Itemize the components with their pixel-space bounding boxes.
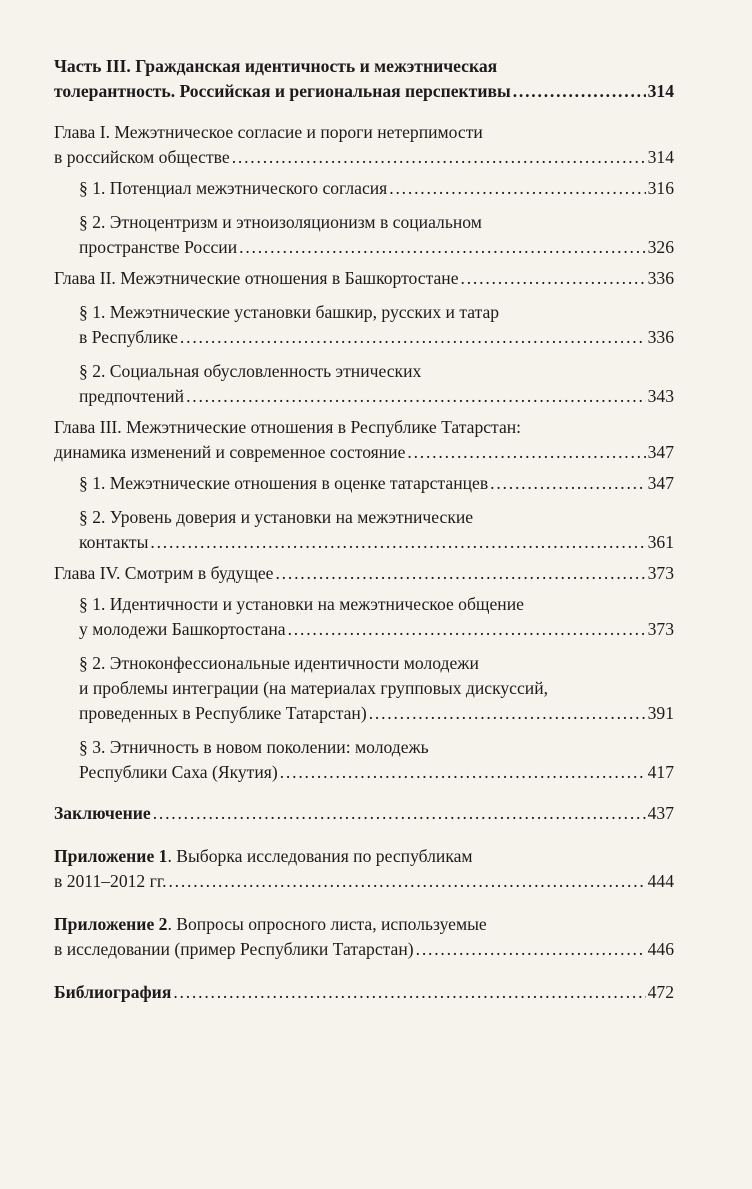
dot-leader <box>461 266 646 291</box>
entry-title-cont: проведенных в Республике Татарстан) <box>79 703 367 723</box>
entry-title-cont: в исследовании (пример Республики Татарстан) <box>54 939 414 959</box>
toc-entry-ch3-sec2[interactable] <box>54 505 674 555</box>
entry-title-cont: предпочтений <box>79 386 185 406</box>
page-number: 417 <box>647 762 674 782</box>
page-number: 373 <box>647 563 674 583</box>
page-number: 336 <box>647 268 674 288</box>
dot-leader <box>275 561 645 586</box>
page-number: 347 <box>647 473 674 493</box>
page-number: 314 <box>647 81 674 101</box>
entry-title-cont: толерантность. Российская и региональная перспективы <box>54 81 511 101</box>
entry-title-cont: контакты <box>79 532 149 552</box>
page-number: 373 <box>647 619 674 639</box>
page-number: 391 <box>647 703 674 723</box>
appendix-label: Приложение 2 <box>54 914 168 934</box>
dot-leader <box>232 145 646 170</box>
dot-leader <box>153 801 646 826</box>
entry-title: Часть III. Гражданская идентичность и межэтническая <box>54 56 498 76</box>
dot-leader <box>173 980 645 1005</box>
entry-title: Библиография <box>54 982 172 1002</box>
entry-title-cont: у молодежи Башкортостана <box>79 619 286 639</box>
entry-title: Глава I. Межэтническое согласие и пороги нетерпимости <box>54 122 483 142</box>
entry-title: Заключение <box>54 803 151 823</box>
dot-leader <box>490 471 645 496</box>
page-number: 343 <box>647 386 674 406</box>
entry-title: . Вопросы опросного листа, используемые <box>167 914 487 934</box>
toc-entry-ch2-sec2[interactable] <box>54 359 674 409</box>
dot-leader <box>288 617 646 642</box>
dot-leader <box>150 530 645 555</box>
entry-title-cont: Республики Саха (Якутия) <box>79 762 278 782</box>
toc-entry-ch4-sec1[interactable] <box>54 592 674 642</box>
entry-title: Глава III. Межэтнические отношения в Республике Татарстан: <box>54 417 522 437</box>
dot-leader <box>180 325 646 350</box>
dot-leader <box>389 176 645 201</box>
entry-title: § 1. Межэтнические установки башкир, русских и татар <box>79 302 500 322</box>
dot-leader <box>239 235 645 260</box>
entry-title: § 2. Этноконфессиональные идентичности молодежи <box>79 653 479 673</box>
toc-entry-appendix-2[interactable] <box>54 912 674 962</box>
page-number: 326 <box>647 237 674 257</box>
entry-title-cont: пространстве России <box>79 237 238 257</box>
entry-title: § 2. Социальная обусловленность этнических <box>79 361 422 381</box>
toc-entry-ch2-sec1[interactable] <box>54 300 674 350</box>
entry-title: § 1. Идентичности и установки на межэтническое общение <box>79 594 524 614</box>
toc-entry-ch4-sec2[interactable] <box>54 651 674 726</box>
dot-leader <box>280 760 646 785</box>
dot-leader <box>416 937 646 962</box>
entry-title-cont: и проблемы интеграции (на материалах групповых дискуссий, <box>79 678 549 698</box>
entry-title: § 2. Уровень доверия и установки на межэтнические <box>79 507 474 527</box>
dot-leader <box>186 384 646 409</box>
page-number: 316 <box>647 178 674 198</box>
page-number: 444 <box>647 871 674 891</box>
toc-entry-appendix-1[interactable] <box>54 844 674 894</box>
toc-entry-ch1-sec1[interactable] <box>54 176 674 201</box>
toc-entry-chapter-3[interactable] <box>54 415 674 465</box>
entry-title: Глава II. Межэтнические отношения в Башкортостане <box>54 268 459 288</box>
dot-leader <box>513 79 646 104</box>
page-number: 446 <box>647 939 674 959</box>
appendix-label: Приложение 1 <box>54 846 168 866</box>
entry-title-cont: динамика изменений и современное состояние <box>54 442 406 462</box>
toc-entry-chapter-4[interactable] <box>54 561 674 586</box>
page-number: 314 <box>647 147 674 167</box>
page-number: 336 <box>647 327 674 347</box>
entry-title: § 1. Межэтнические отношения в оценке татарстанцев <box>79 473 489 493</box>
page-number: 437 <box>647 803 674 823</box>
entry-title-cont: в 2011–2012 гг. <box>54 871 167 891</box>
page-number: 361 <box>647 532 674 552</box>
page-number: 347 <box>647 442 674 462</box>
toc-entry-chapter-1[interactable] <box>54 120 674 170</box>
toc-entry-ch3-sec1[interactable] <box>54 471 674 496</box>
table-of-contents <box>54 54 674 1005</box>
entry-title: Глава IV. Смотрим в будущее <box>54 563 274 583</box>
toc-entry-ch4-sec3[interactable] <box>54 735 674 785</box>
toc-entry-ch1-sec2[interactable] <box>54 210 674 260</box>
entry-title: . Выборка исследования по республикам <box>167 846 473 866</box>
dot-leader <box>407 440 645 465</box>
entry-title: § 3. Этничность в новом поколении: молодежь <box>79 737 429 757</box>
dot-leader <box>369 701 646 726</box>
dot-leader <box>168 869 645 894</box>
toc-entry-part-3[interactable] <box>54 54 674 104</box>
entry-title-cont: в российском обществе <box>54 147 230 167</box>
entry-title: § 1. Потенциал межэтнического согласия <box>79 178 388 198</box>
toc-entry-conclusion[interactable] <box>54 801 674 826</box>
toc-entry-chapter-2[interactable] <box>54 266 674 291</box>
toc-entry-bibliography[interactable] <box>54 980 674 1005</box>
entry-title-cont: в Республике <box>79 327 178 347</box>
page-number: 472 <box>647 982 674 1002</box>
entry-title: § 2. Этноцентризм и этноизоляционизм в социальном <box>79 212 482 232</box>
